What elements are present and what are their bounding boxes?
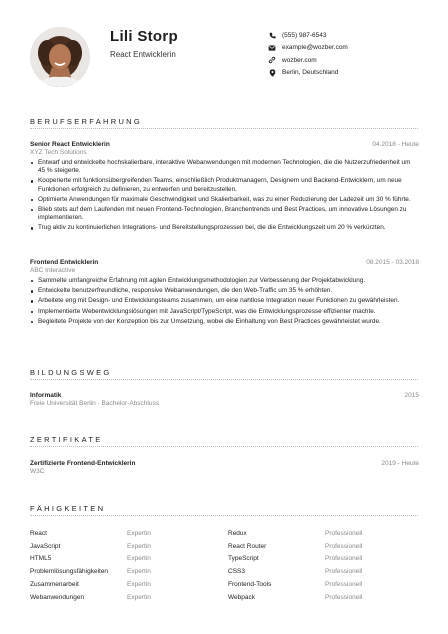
job-title: Senior React Entwicklerin — [30, 141, 110, 148]
skill-level: Professionell — [325, 555, 363, 563]
section-title-experience: BERUFSERFAHRUNG — [30, 117, 143, 126]
skill-name: TypeScript — [228, 555, 259, 563]
job-bullet: Entwarf und entwickelte hochskalierbare, interaktive Webanwendungen mit modernen Technologien, die die Nutzerzufriedenheit um 45 % steigerte. — [30, 159, 419, 175]
candidate-role: React Entwicklerin — [110, 50, 176, 59]
skill-level: Professionell — [325, 568, 363, 576]
skill-name: Frontend-Tools — [228, 581, 272, 589]
job-date: 04.2018 - Heute — [372, 141, 419, 148]
skill-name: React — [30, 529, 47, 537]
skill-level: Professionell — [325, 529, 363, 537]
skill-name: JavaScript — [30, 542, 61, 550]
contact-website-text[interactable]: wozber.com — [282, 56, 317, 64]
skill-level: Expertin — [127, 593, 151, 601]
job-bullet: Optimierte Anwendungen für maximale Geschwindigkeit und Skalierbarkeit, was zu einer Reduzierung der Ladezeit um 30 % führte. — [30, 196, 419, 204]
certificate-date: 2019 - Heute — [381, 460, 419, 467]
skill-name: Zusammenarbeit — [30, 581, 79, 589]
experience-entry — [30, 141, 419, 235]
job-company: XYZ Tech Solutions — [30, 149, 87, 156]
job-bullets — [30, 159, 419, 233]
education-date: 2015 — [404, 392, 419, 399]
section-title-education: BILDUNGSWEG — [30, 368, 112, 377]
skill-level: Expertin — [127, 568, 151, 576]
location-pin-icon — [268, 69, 276, 77]
contact-list — [268, 29, 348, 79]
skill-name: CSS3 — [228, 568, 245, 576]
section-title-certificates: ZERTIFIKATE — [30, 435, 103, 444]
section-divider — [30, 446, 418, 447]
skills-row — [30, 527, 420, 540]
candidate-name: Lili Storp — [110, 28, 178, 45]
job-bullets — [30, 277, 419, 326]
experience-entry — [30, 259, 419, 328]
contact-phone-text: (555) 987-6543 — [282, 31, 327, 39]
education-entry — [30, 392, 419, 407]
skills-row — [30, 591, 420, 604]
education-detail: Freie Universität Berlin · Bachelor-Abschluss — [30, 400, 159, 407]
certificate-issuer: W3C — [30, 468, 45, 475]
skill-level: Expertin — [127, 542, 151, 550]
skill-level: Professionell — [325, 581, 363, 589]
job-bullet: Kooperierte mit funktionsübergreifenden Teams, einschließlich Produktmanagern, Designern und Backend-Entwicklern, um neue Funktionen erfolgreich zu definieren, zu entwerfen und bereitzustellen. — [30, 177, 419, 193]
job-bullet: Sammelte umfangreiche Erfahrung mit agilen Entwicklungsmethodologien zur Verbesserung der Projektabwicklung. — [30, 277, 419, 285]
contact-location — [268, 67, 348, 80]
section-divider — [30, 379, 418, 380]
contact-email-text[interactable]: example@wozber.com — [282, 44, 348, 52]
skill-name: HTML5 — [30, 555, 52, 563]
job-bullet: Begleitete Projekte von der Konzeption bis zur Umsetzung, wobei die Einhaltung von Best Practices gewährleistet wurde. — [30, 318, 419, 326]
job-bullet: Trug aktiv zu kontinuierlichen Integrations- und Bereitstellungsprozessen bei, die die Entwicklungszeit um 20 % verkürzten. — [30, 224, 419, 232]
phone-icon — [268, 31, 276, 39]
contact-location-text: Berlin, Deutschland — [282, 69, 339, 77]
skill-name: Webanwendungen — [30, 593, 85, 601]
skills-row — [30, 553, 420, 566]
section-divider — [30, 515, 418, 516]
skill-name: Problemlösungsfähigkeiten — [30, 568, 109, 576]
certificate-entry — [30, 460, 419, 475]
job-title: Frontend Entwicklerin — [30, 259, 99, 266]
skill-name: React Router — [228, 542, 267, 550]
job-bullet: Arbeitete eng mit Design- und Entwicklungsteams zusammen, um eine nahtlose Integration neuer Funktionen zu gewährleisten. — [30, 297, 419, 305]
education-title: Informatik — [30, 392, 62, 399]
job-bullet: Entwickelte benutzerfreundliche, responsive Webanwendungen, die den Web-Traffic um 35 % erhöhten. — [30, 287, 419, 295]
skill-level: Professionell — [325, 542, 363, 550]
link-icon — [268, 56, 276, 64]
contact-website[interactable] — [268, 54, 348, 67]
envelope-icon — [268, 44, 276, 52]
resume-header — [0, 0, 448, 100]
skill-level: Professionell — [325, 593, 363, 601]
job-date: 08.2015 - 03.2018 — [366, 259, 419, 266]
skills-row — [30, 578, 420, 591]
section-title-skills: FÄHIGKEITEN — [30, 504, 106, 513]
section-divider — [30, 128, 418, 129]
certificate-title: Zertifizierte Frontend-Entwicklerin — [30, 460, 136, 467]
skills-row — [30, 540, 420, 553]
skills-row — [30, 565, 420, 578]
skills-grid — [30, 527, 420, 604]
skill-level: Expertin — [127, 529, 151, 537]
skill-level: Expertin — [127, 555, 151, 563]
skill-level: Expertin — [127, 581, 151, 589]
skill-name: Redux — [228, 529, 247, 537]
job-bullet: Blieb stets auf dem Laufenden mit neuen Frontend-Technologien, Branchentrends und Best Practices, um innovative Lösungen zu implementieren. — [30, 206, 419, 222]
avatar — [30, 27, 90, 87]
job-bullet: Implementierte Webentwicklungslösungen mit JavaScript/TypeScript, was die Entwicklungsprozesse effizienter machte. — [30, 308, 419, 316]
job-company: ABC Interactive — [30, 267, 76, 274]
skill-name: Webpack — [228, 593, 255, 601]
contact-phone — [268, 29, 348, 42]
contact-email[interactable] — [268, 42, 348, 55]
